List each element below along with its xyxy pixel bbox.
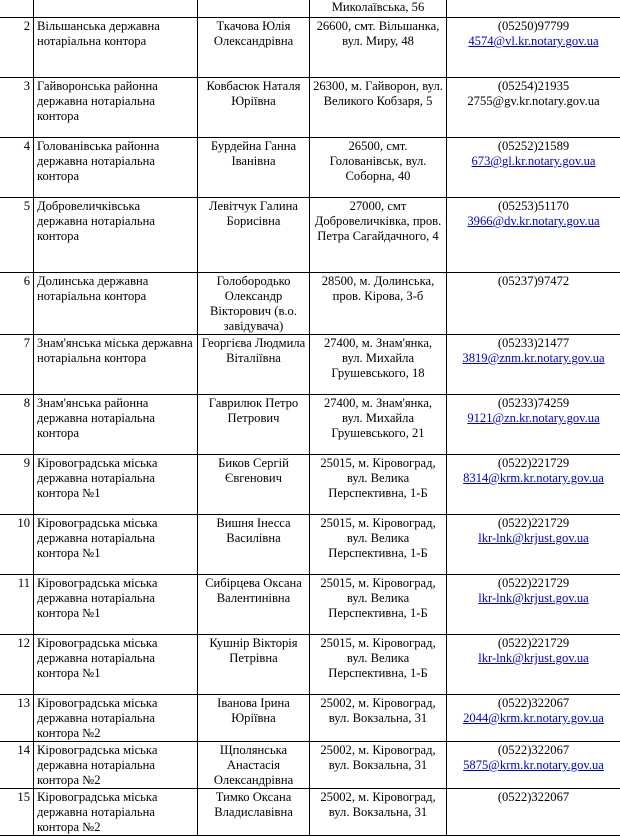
phone: (05237)97472 (497, 274, 570, 288)
row-number: 11 (17, 576, 30, 590)
office-name: Гайворонська районна державна нотаріальна контора (37, 79, 158, 123)
address-cell (310, 789, 447, 836)
person-name: Георгієва Людмила Віталіївна (201, 336, 306, 365)
address-cell (310, 455, 447, 515)
num-cell (0, 695, 34, 742)
address: 27400, м. Знам'янка, вул. Михайла Грушевського, 18 (323, 336, 433, 380)
phone: (05254)21935 (497, 79, 570, 93)
num-cell (0, 742, 34, 789)
office-name: Вільшанська державна нотаріальна контора (37, 19, 160, 48)
person-name: Тимко Оксана Владиславівна (214, 790, 293, 819)
row-number: 3 (23, 79, 30, 93)
address: 25002, м. Кіровоград, вул. Вокзальна, 31 (320, 696, 436, 725)
person-name: Сибірцева Оксана Валентинівна (205, 576, 302, 605)
contact-cell (447, 273, 620, 335)
contact-cell (447, 335, 620, 395)
row-number: 8 (23, 396, 30, 410)
office-cell (34, 0, 198, 18)
person-cell (198, 695, 310, 742)
contact-cell (447, 455, 620, 515)
person-cell (198, 515, 310, 575)
person-name: Кушнір Вікторія Петрівна (209, 636, 298, 665)
num-cell (0, 78, 34, 138)
table-row (0, 515, 620, 575)
office-cell (34, 515, 198, 575)
person-name: Іванова Ірина Юріївна (217, 696, 290, 725)
office-name: Знам'янська міська державна нотаріальна контора (37, 336, 193, 365)
address: 26500, смт. Голованівськ, вул. Соборна, 40 (329, 139, 427, 183)
address: 25015, м. Кіровоград, вул. Велика Перспективна, 1-Б (320, 636, 436, 680)
office-cell (34, 695, 198, 742)
num-cell (0, 138, 34, 198)
phone: (0522)221729 (497, 456, 570, 470)
table-row (0, 0, 620, 18)
person-cell (198, 455, 310, 515)
num-cell (0, 395, 34, 455)
phone: (0522)322067 (497, 743, 570, 757)
address: 25002, м. Кіровоград, вул. Вокзальна, 31 (320, 743, 436, 772)
office-cell (34, 78, 198, 138)
email-link[interactable]: 4574@vl.kr.notary.gov.ua (468, 34, 599, 48)
address-cell (310, 18, 447, 78)
address: 25002, м. Кіровоград, вул. Вокзальна, 31 (320, 790, 436, 819)
person-name: Биков Сергій Євгенович (218, 456, 289, 485)
num-cell (0, 273, 34, 335)
office-cell (34, 455, 198, 515)
num-cell (0, 515, 34, 575)
contact-cell (447, 789, 620, 836)
office-cell (34, 395, 198, 455)
contact-cell (447, 198, 620, 273)
address: 25015, м. Кіровоград, вул. Велика Перспективна, 1-Б (320, 516, 436, 560)
contact-cell (447, 635, 620, 695)
row-number: 10 (17, 516, 30, 530)
row-number: 15 (17, 790, 30, 804)
address-cell (310, 515, 447, 575)
contact-cell (447, 0, 620, 18)
address: 27400, м. Знам'янка, вул. Михайла Грушевського, 21 (323, 396, 433, 440)
num-cell (0, 455, 34, 515)
address: 26600, смт. Вільшанка, вул. Миру, 48 (316, 19, 440, 48)
person-cell (198, 78, 310, 138)
person-name: Ковбасюк Наталя Юріївна (206, 79, 301, 108)
email-link[interactable]: lkr-lnk@krjust.gov.ua (478, 651, 589, 665)
office-name: Кіровоградська міська державна нотаріальна контора №1 (37, 456, 158, 500)
email-link[interactable]: 673@gl.kr.notary.gov.ua (471, 154, 596, 168)
num-cell (0, 198, 34, 273)
num-cell (0, 0, 34, 18)
address-cell (310, 0, 447, 18)
office-cell (34, 273, 198, 335)
email-link[interactable]: lkr-lnk@krjust.gov.ua (478, 531, 589, 545)
office-name: Кіровоградська міська державна нотаріальна контора №1 (37, 636, 158, 680)
person-name: Гаврилюк Петро Петрович (208, 396, 299, 425)
office-name: Кіровоградська міська державна нотаріальна контора №2 (37, 743, 158, 787)
phone: (0522)322067 (497, 696, 570, 710)
person-cell (198, 18, 310, 78)
office-cell (34, 335, 198, 395)
email-link[interactable]: 2755@gv.kr.notary.gov.ua (467, 94, 600, 108)
row-number: 4 (23, 139, 30, 153)
address: 25015, м. Кіровоград, вул. Велика Перспективна, 1-Б (320, 576, 436, 620)
contact-cell (447, 78, 620, 138)
address-text: Миколаївська, 56 (331, 0, 425, 14)
office-cell (34, 575, 198, 635)
office-cell (34, 789, 198, 836)
person-cell (198, 138, 310, 198)
office-cell (34, 635, 198, 695)
table-row (0, 575, 620, 635)
phone: (0522)221729 (497, 576, 570, 590)
person-cell (198, 198, 310, 273)
address-cell (310, 335, 447, 395)
row-number: 2 (23, 19, 30, 33)
address: 27000, смт Добровеличківка, пров. Петра Сагайдачного, 4 (314, 199, 442, 243)
address: 25015, м. Кіровоград, вул. Велика Перспективна, 1-Б (320, 456, 436, 500)
phone: (0522)221729 (497, 516, 570, 530)
office-name: Кіровоградська міська державна нотаріальна контора №1 (37, 516, 158, 560)
email-link[interactable]: 3819@znm.kr.notary.gov.ua (462, 351, 605, 365)
address-cell (310, 78, 447, 138)
office-cell (34, 18, 198, 78)
person-name: Бурдейна Ганна Іванівна (210, 139, 297, 168)
office-name: Кіровоградська міська державна нотаріальна контора №1 (37, 576, 158, 620)
table-row (0, 455, 620, 515)
num-cell (0, 18, 34, 78)
address-cell (310, 138, 447, 198)
office-cell (34, 138, 198, 198)
office-cell (34, 198, 198, 273)
address-cell (310, 635, 447, 695)
person-cell (198, 335, 310, 395)
num-cell (0, 335, 34, 395)
address-cell (310, 273, 447, 335)
contact-cell (447, 575, 620, 635)
address-cell (310, 695, 447, 742)
address-cell (310, 198, 447, 273)
row-number: 14 (17, 743, 30, 757)
person-cell (198, 575, 310, 635)
row-number: 5 (23, 199, 30, 213)
phone: (05233)74259 (497, 396, 570, 410)
email-link[interactable]: lkr-lnk@krjust.gov.ua (478, 591, 589, 605)
contact-cell (447, 395, 620, 455)
person-name: Вишня Інесса Василівна (216, 516, 291, 545)
phone: (05253)51170 (498, 199, 569, 213)
email-link[interactable]: 5875@krm.kr.notary.gov.ua (463, 758, 604, 772)
office-name: Кіровоградська міська державна нотаріальна контора №2 (37, 790, 158, 834)
office-name: Долинська державна нотаріальна контора (37, 274, 149, 303)
contact-cell (447, 138, 620, 198)
contact-cell (447, 515, 620, 575)
table-row (0, 198, 620, 273)
person-cell (198, 789, 310, 836)
email-link[interactable]: 8314@krm.kr.notary.gov.ua (463, 471, 604, 485)
person-cell (198, 273, 310, 335)
contact-cell (447, 695, 620, 742)
email-link[interactable]: 3966@dv.kr.notary.gov.ua (467, 214, 600, 228)
num-cell (0, 575, 34, 635)
row-number: 12 (17, 636, 30, 650)
contact-cell (447, 742, 620, 789)
phone: (05250)97799 (497, 19, 570, 33)
row-number: 13 (17, 696, 30, 710)
table-row (0, 18, 620, 78)
phone: (0522)322067 (497, 790, 570, 804)
address-cell (310, 575, 447, 635)
phone: (05233)21477 (497, 336, 570, 350)
office-name: Голованівська районна державна нотаріальна контора (37, 139, 160, 183)
office-name: Добровеличківська державна нотаріальна контора (37, 199, 155, 243)
table-row (0, 695, 620, 742)
person-name: Левітчук Галина Борисівна (209, 199, 298, 228)
table-row (0, 635, 620, 695)
table-row (0, 335, 620, 395)
address-cell (310, 395, 447, 455)
num-cell (0, 635, 34, 695)
person-cell (198, 742, 310, 789)
table-row (0, 138, 620, 198)
office-cell (34, 742, 198, 789)
person-cell (198, 635, 310, 695)
row-number: 9 (23, 456, 30, 470)
email-link[interactable]: 9121@zn.kr.notary.gov.ua (467, 411, 600, 425)
table-row (0, 789, 620, 836)
num-cell (0, 789, 34, 836)
row-number: 7 (23, 336, 30, 350)
phone: (0522)221729 (497, 636, 570, 650)
email-link[interactable]: 2044@krm.kr.notary.gov.ua (463, 711, 604, 725)
table-row (0, 742, 620, 789)
table-row (0, 395, 620, 455)
table-row (0, 273, 620, 335)
table-row (0, 78, 620, 138)
address: 26300, м. Гайворон, вул. Великого Кобзаря, 5 (313, 79, 443, 108)
person-cell (198, 395, 310, 455)
person-cell (198, 0, 310, 18)
office-name: Знам'янська районна державна нотаріальна контора (37, 396, 155, 440)
person-name: Щполянська Анастасія Олександрівна (213, 743, 294, 787)
person-name: Ткачова Юлія Олександрівна (213, 19, 294, 48)
row-number: 6 (23, 274, 30, 288)
contact-cell (447, 18, 620, 78)
address-cell (310, 742, 447, 789)
address: 28500, м. Долинська, пров. Кірова, 3-б (321, 274, 435, 303)
office-name: Кіровоградська міська державна нотаріальна контора №2 (37, 696, 158, 740)
phone: (05252)21589 (497, 139, 570, 153)
person-name: Голобородько Олександр Вікторович (в.о. завідувача) (210, 274, 297, 333)
